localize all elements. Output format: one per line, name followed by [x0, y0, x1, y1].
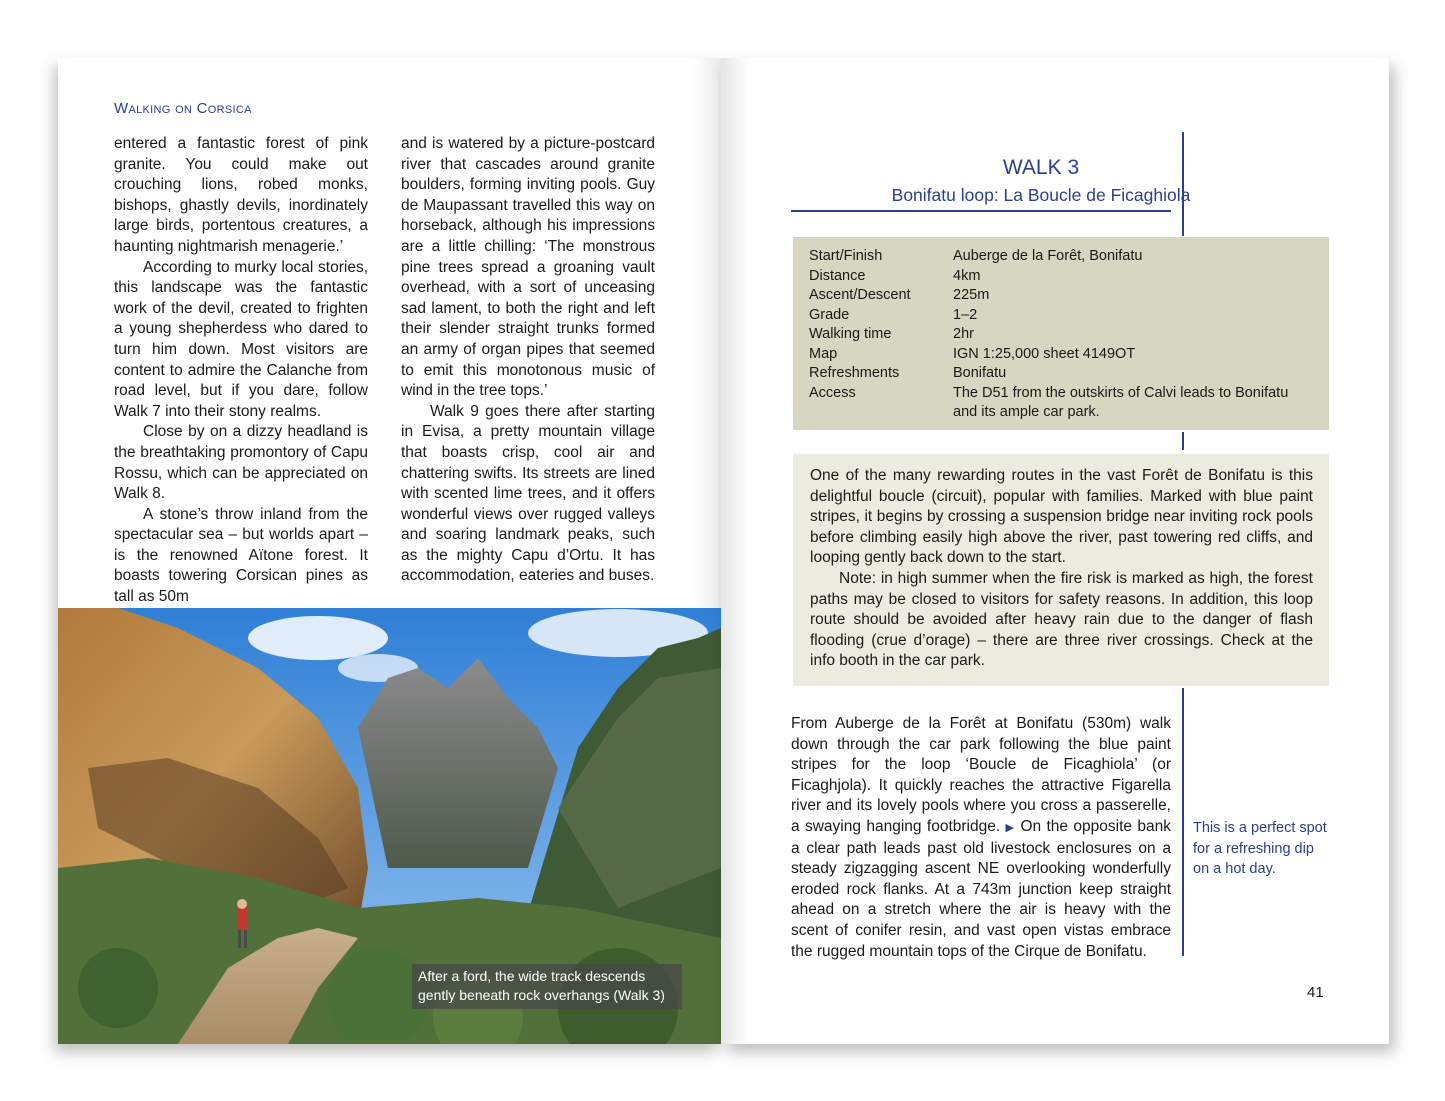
margin-note-arrow-icon: ▶: [1005, 821, 1016, 834]
margin-rule: [1182, 132, 1184, 236]
text-column-1: [114, 134, 368, 608]
paragraph: Note: in high summer when the fire risk is marked as high, the forest paths may be closed to visitors for safety reasons. In addition, this loop route should be avoided after heavy rain due to the danger of flash flooding (crue d’orage) – there are three river crossings. Check at the info booth in the car park.: [810, 569, 1313, 670]
info-value: 2hr: [953, 326, 974, 342]
info-label: Walking time: [809, 326, 892, 342]
walk-photo: [58, 608, 721, 1044]
info-value: Auberge de la Forêt, Bonifatu: [953, 248, 1143, 264]
margin-rule: [1182, 688, 1184, 956]
info-row: [809, 384, 1313, 423]
info-value: The D51 from the outskirts of Calvi leads to Bonifatu and its ample car park.: [953, 384, 1289, 420]
paragraph: A stone’s throw inland from the spectacular sea – but worlds apart – is the renowned Aïtone forest. It boasts towering Corsican pines as tall as 50m: [114, 505, 368, 606]
title-rule: [791, 210, 1171, 212]
info-row: [809, 306, 1313, 326]
info-row: [809, 247, 1313, 267]
paragraph: One of the many rewarding routes in the vast Forêt de Bonifatu is this delightful boucle (circuit), popular with families. Marked with blue paint stripes, it begins by crossing a suspension bridge near inviting rock pools before climbing easily high above the river, past towering red cliffs, and looping gently back down to the start.: [810, 467, 1313, 567]
left-page: [58, 58, 721, 1044]
walk-subtitle: Bonifatu loop: La Boucle de Ficaghiola: [891, 185, 1191, 205]
paragraph: and is watered by a picture-postcard river that cascades around granite boulders, forming inviting pools. Guy de Maupassant travelled this way on horseback, although his impressions are a little chilling: ‘The monstrous pine trees spread a groaning vault overhead, with a sort of unceasing sad lament, to both the right and left their slender straight trunks formed an army of organ pipes that seemed to emit this monotonous music of wind in the tree tops.’: [401, 135, 655, 400]
info-row: [809, 364, 1313, 384]
margin-rule: [1182, 432, 1184, 450]
walk-info-box: [793, 237, 1329, 430]
route-text-part-2: On the opposite bank a clear path leads past old livestock enclosures on a steady zigzagging ascent NE overlooking wonderfully eroded rock flanks. At a 743m junction keep straight ahead on a stretch where the air is heavy with the scent of conifer resin, and vast open vistas embrace the rugged mountain tops of the Cirque de Bonifatu.: [791, 817, 1171, 960]
paragraph: According to murky local stories, this landscape was the fantastic work of the devil, created to frighten a young shepherdess who dared to turn him down. Most visitors are content to admire the Calanche from road level, but if you dare, follow Walk 7 into their stony realms.: [114, 258, 368, 420]
gutter-shadow-left: [693, 58, 721, 608]
info-value: 1–2: [953, 306, 978, 323]
info-value: IGN 1:25,000 sheet 4149OT: [953, 345, 1136, 362]
info-label: Start/Finish: [809, 248, 883, 264]
intro-text: [810, 466, 1313, 672]
paragraph: Walk 9 goes there after starting in Evisa, a pretty mountain village that boasts crisp, cool air and chattering swifts. Its streets are lined with scented lime trees, and it offers wonderful views over rugged valleys and soaring landmark peaks, such as the mighty Capu d’Ortu. It has accommodation, eateries and buses.: [401, 402, 655, 585]
info-row: [809, 345, 1313, 365]
info-row: [809, 267, 1313, 287]
paragraph: [791, 714, 1171, 962]
paragraph: entered a fantastic forest of pink granite. You could make out crouching lions, robed monks, bishops, ghastly devils, inordinately large birds, portentous creatures, a haunting nightmarish menagerie.’: [114, 135, 368, 255]
info-label: Access: [809, 384, 856, 401]
info-label: Map: [809, 345, 838, 362]
route-text-part-1: From Auberge de la Forêt at Bonifatu (530m) walk down through the car park following the blue paint stripes for the loop ‘Boucle de Ficaghiola’ (or Ficaghjola). It quickly reaches the attractive Figarella river and its lovely pools where you cross a passerelle, a swaying hanging footbridge.: [791, 715, 1171, 835]
info-label: Distance: [809, 267, 866, 284]
intro-box: [793, 454, 1329, 686]
info-label: Ascent/Descent: [809, 287, 911, 303]
info-label: Refreshments: [809, 365, 900, 381]
page-number: 41: [1307, 984, 1324, 1001]
book-spread: [58, 58, 1389, 1044]
walk-info-table: [809, 247, 1313, 423]
info-value: 225m: [953, 287, 990, 303]
info-value: Bonifatu: [953, 365, 1007, 381]
photo-caption: After a ford, the wide track descends gently beneath rock overhangs (Walk 3): [412, 964, 682, 1009]
info-row: [809, 325, 1313, 345]
running-head: Walking on Corsica: [114, 100, 252, 117]
info-row: [809, 286, 1313, 306]
text-column-2: [401, 134, 655, 587]
info-value: 4km: [953, 267, 981, 284]
route-description: [791, 714, 1171, 962]
info-label: Grade: [809, 306, 850, 323]
right-page: [721, 58, 1389, 1044]
margin-note: This is a perfect spot for a refreshing dip on a hot day.: [1193, 820, 1327, 878]
gutter-shadow-right: [721, 58, 749, 1044]
walk-title: WALK 3: [1002, 156, 1080, 179]
paragraph: Close by on a dizzy headland is the breathtaking promontory of Capu Rossu, which can be appreciated on Walk 8.: [114, 423, 368, 503]
